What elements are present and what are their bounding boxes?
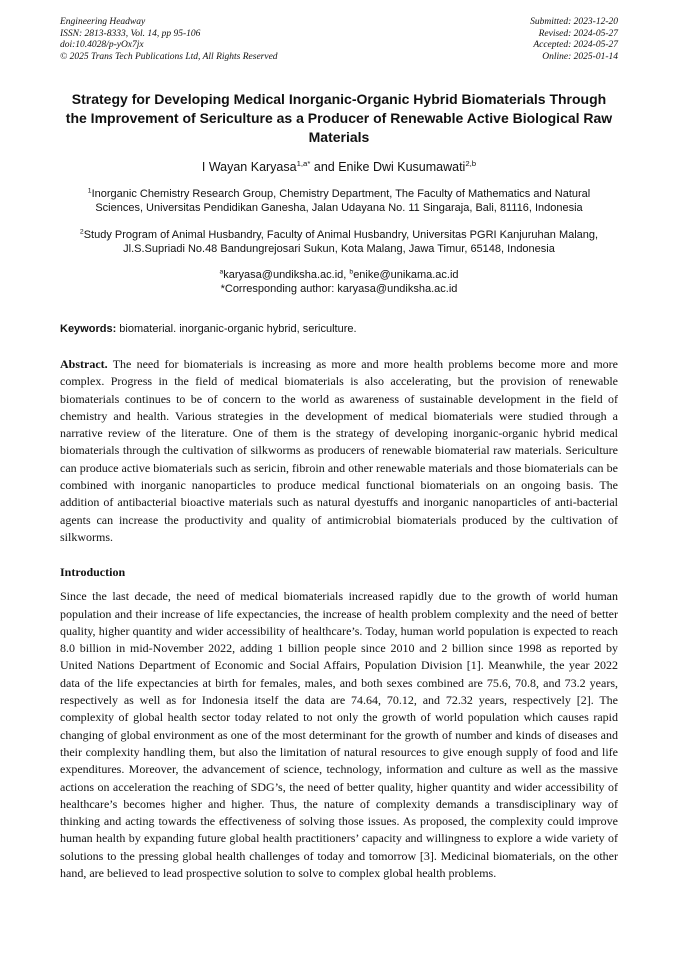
author-2-superscript: 2,b [465,158,477,168]
keywords-text: biomaterial. inorganic-organic hybrid, sericulture. [116,323,357,335]
author-joiner: and [310,160,339,174]
email-a-superscript: a [219,268,224,276]
journal-header-right [530,17,618,63]
author-2-name: Enike Dwi Kusumawati [338,160,466,174]
affiliation-2-text: Study Program of Animal Husbandry, Faculty of Animal Husbandry, Universitas PGRI Kanjuruhan Malang, Jl.S.Supriadi No.48 Bandungrejosari Sukun, Kota Malang, Jawa Timur, 65148, Indonesia [83,229,599,255]
author-emails [60,268,618,296]
affiliation-2-superscript: 2 [79,228,84,236]
affiliation-1-superscript: 1 [87,187,92,195]
corresponding-author-line: *Corresponding author: karyasa@undiksha.ac.id [220,283,458,295]
introduction-heading: Introduction [60,565,126,580]
revised-date: Revised: 2024-05-27 [538,28,618,39]
submitted-date: Submitted: 2023-12-20 [530,17,618,27]
author-1-superscript: 1,a* [296,158,311,168]
abstract-text: The need for biomaterials is increasing as more and more health problems become more and more complex. Progress in the field of medical biomaterials is also accelerating, but the provision of renewable biomaterials continues to be of concern to the world as awareness of sustainable development in the field of chemistry and health. Various strategies in the development of medical biomaterials were studied through a narrative review of the literature. One of them is the strategy of developing inorganic-organic hybrid medical biomaterials through the cultivation of silkworms as producers of renewable biomaterial raw materials. Sericulture can produce active biomaterials such as sericin, fibroin and other renewable materials and those biomaterials can be combined with inorganic nanoparticles to produce medical functional biomaterials on an ongoing basis. The addition of antibacterial bioactive materials such as natural dyestuffs and inorganic nanoparticles of anti-bacterial agents can increase the productivity and quality of antimicrobial biomaterials produced by the cultivation of silkworms. [60,357,618,544]
keywords-line [60,323,618,335]
issn-volume-line: ISSN: 2813-8333, Vol. 14, pp 95-106 [60,28,201,39]
keywords-label: Keywords: [60,323,117,335]
affiliation-2 [60,228,618,256]
copyright-line: © 2025 Trans Tech Publications Ltd, All Rights Reserved [60,51,278,62]
journal-header-left [60,17,278,63]
affiliation-1 [69,187,609,215]
author-byline [60,160,618,174]
email-b-superscript: b [349,268,354,276]
journal-header [60,17,618,63]
abstract-label: Abstract. [60,357,108,371]
email-line [60,268,618,282]
accepted-date: Accepted: 2024-05-27 [533,40,618,50]
paper-title: Strategy for Developing Medical Inorganic-Organic Hybrid Biomaterials Through the Improvement of Sericulture as a Producer of Renewable Active Biological Raw Materials [65,91,613,145]
affiliation-1-text: Inorganic Chemistry Research Group, Chemistry Department, The Faculty of Mathematics and Natural Sciences, Universitas Pendidikan Ganesha, Jalan Udayana No. 11 Singaraja, Bali, 81116, Indonesia [91,188,591,214]
introduction-paragraph: Since the last decade, the need of medical biomaterials increased rapidly due to the growth of world human population and their increase of life expectancies, the increase of health problem complexity and the need of better quality, higher quantity and wider accessibility of healthcare’s. Today, human world population is expected to reach 8.0 billion in mid-November 2022, adding 1 billion people since 2010 and 2 billion since 1998 as reported by United Nations Department of Economic and Social Affairs, Population Division [1]. Meanwhile, the year 2022 data of the life expectancies at birth for females, males, and both sexes combined are 75.6, 70.8, and 73.2 years, respectively as well as for Indonesia itself the data are 74.64, 70.12, and 72.32 years, respectively [2]. The complexity of global health sector today related to not only the growth of world population which causes rapid changing of global environment as one of the most determinant for the growth of number and kinds of diseases and their complexity handling them, but also the limitation of natural resources to give enough supply of food and life expenditures. Moreover, the advancement of science, technology, information and culture as well as the massive actions on acceleration the reaching of SDG’s, the need of better quality, higher quantity and wider accessibility of healthcare’s becomes higher and higher. Thus, the nature of complexity demands a transdisciplinary way of thinking and acting towards the effectiveness of solving those issues. As proposed, the complexity could improve human health by expanding future global health practitioners’ capacity and willingness to explore a wide variety of solutions to the pressing global health challenges of today and tomorrow [3]. Medicinal biomaterials, on the other hand, are believed to lead prospective solution to solve to complex global health problems. [60,589,618,881]
email-a: karyasa@undiksha.ac.id, [223,269,350,281]
author-1-name: I Wayan Karyasa [201,160,297,174]
journal-name: Engineering Headway [60,17,146,27]
abstract-paragraph [60,356,618,546]
online-date: Online: 2025-01-14 [542,51,618,62]
email-b: enike@unikama.ac.id [353,269,459,281]
doi-line: doi:10.4028/p-yOx7jx [60,40,144,50]
